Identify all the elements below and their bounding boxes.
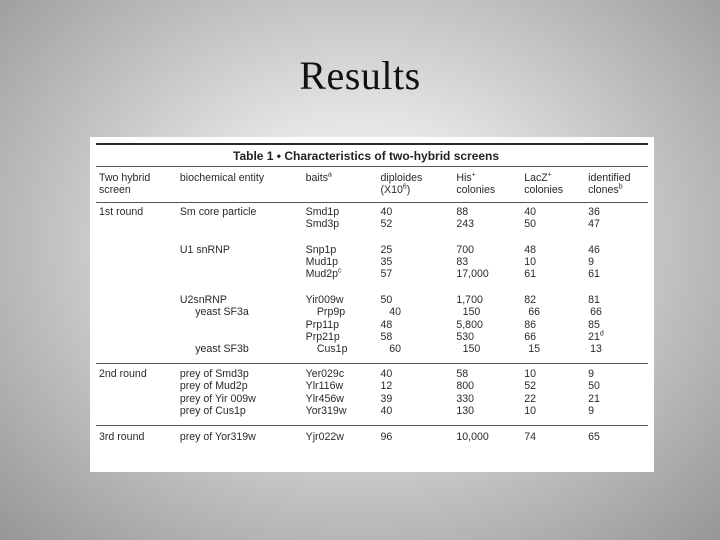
cell-his: 243: [456, 218, 475, 231]
cell-lacz: 52: [524, 380, 537, 393]
cell-his: 330: [456, 392, 475, 405]
cell-entity: prey of Cus1p: [179, 405, 246, 418]
cell-his: 700: [456, 243, 475, 256]
cell-diploides: 12: [380, 380, 393, 393]
cell-screen: 2nd round: [99, 367, 147, 380]
cell-lacz: 50: [524, 218, 537, 231]
cell-bait: Smd1p: [305, 205, 340, 218]
cell-clones: 61: [588, 268, 600, 281]
cell-his: 17,000: [456, 268, 489, 281]
cell-diploides: 40: [380, 205, 393, 218]
cell-entity: Sm core particle: [179, 205, 257, 218]
header-entity: biochemical entity: [179, 172, 265, 184]
table-row: [96, 244, 648, 256]
cell-bait: Smd3p: [305, 218, 340, 231]
cell-bait: Cus1p: [316, 343, 348, 356]
cell-his: 800: [456, 380, 475, 393]
cell-his: 83: [456, 256, 469, 269]
table-row: [96, 256, 648, 268]
table-caption: Table 1 • Characteristics of two-hybrid screens: [233, 149, 500, 163]
cell-diploides: 40: [389, 306, 402, 319]
cell-lacz: 74: [524, 430, 537, 443]
cell-his: 530: [456, 331, 475, 344]
cell-clones: 47: [588, 218, 600, 231]
table-row: [96, 268, 648, 280]
cell-bait: Ylr116w: [305, 380, 344, 393]
cell-clones: 36: [588, 205, 600, 218]
cell-bait: Prp21p: [305, 331, 340, 344]
cell-clones: 66: [590, 306, 602, 319]
header-clones: identified clones$^b$: [588, 172, 631, 197]
cell-clones: 9: [588, 367, 595, 380]
cell-clones: 21: [588, 392, 600, 405]
cell-diploides: 52: [380, 218, 393, 231]
header-diploides: diploides $(X10^6)$: [380, 172, 423, 197]
cell-lacz: 66: [524, 331, 537, 344]
cell-diploides: 40: [380, 367, 393, 380]
cell-entity: yeast SF3b: [195, 343, 249, 356]
cell-lacz: 48: [524, 243, 537, 256]
cell-lacz: 40: [524, 205, 537, 218]
cell-his: 1,700: [456, 293, 483, 306]
cell-entity: prey of Yor319w: [179, 430, 256, 443]
cell-his: 150: [462, 306, 481, 319]
header-lacz: LacZ+ colonies: [524, 171, 564, 197]
table-row: [96, 393, 648, 405]
cell-bait: Yjr022w: [305, 430, 344, 443]
cell-diploides: 60: [389, 343, 402, 356]
cell-bait: Yir009w: [305, 293, 344, 306]
cell-lacz: 10: [524, 405, 537, 418]
cell-entity: U2snRNP: [179, 293, 227, 306]
slide-title: Results: [299, 53, 421, 98]
cell-clones: 50: [588, 380, 600, 393]
cell-screen: 3rd round: [99, 430, 145, 443]
cell-lacz: 61: [524, 268, 537, 281]
header-screen: Two hybrid screen: [99, 172, 151, 197]
cell-clones: 21$^d$: [588, 330, 604, 344]
cell-entity: prey of Smd3p: [179, 367, 249, 380]
cell-entity: prey of Mud2p: [179, 380, 248, 393]
cell-his: 130: [456, 405, 475, 418]
cell-his: 10,000: [456, 430, 489, 443]
cell-bait: Snp1p: [305, 243, 337, 256]
table-row: [96, 306, 648, 318]
table-image: [90, 137, 654, 472]
cell-clones: 9: [588, 405, 595, 418]
cell-bait: $Mud2p^c$: [305, 267, 342, 281]
cell-his: 88: [456, 205, 469, 218]
table-row: [96, 343, 648, 355]
cell-clones: 85: [588, 318, 600, 331]
table-row: [96, 380, 648, 392]
header-his: His+ colonies: [456, 171, 496, 197]
cell-lacz: 10: [524, 256, 537, 269]
cell-his: 150: [462, 343, 481, 356]
cell-diploides: 50: [380, 293, 393, 306]
cell-diploides: 39: [380, 392, 393, 405]
cell-lacz: 15: [528, 343, 541, 356]
cell-bait: Prp11p: [305, 318, 339, 331]
cell-lacz: 86: [524, 318, 537, 331]
cell-screen: 1st round: [99, 205, 144, 218]
cell-his: 5,800: [456, 318, 483, 331]
table-row: [96, 218, 648, 230]
table-row: [96, 405, 648, 417]
cell-lacz: 10: [524, 367, 537, 380]
cell-diploides: 48: [380, 318, 393, 331]
cell-lacz: 82: [524, 293, 537, 306]
cell-clones: 65: [588, 430, 600, 443]
cell-clones: 81: [588, 293, 600, 306]
cell-diploides: 35: [380, 256, 393, 269]
cell-entity: prey of Yir 009w: [179, 392, 256, 405]
table-header-row: [96, 167, 648, 202]
cell-entity: U1 snRNP: [179, 243, 230, 256]
cell-entity: yeast SF3a: [195, 306, 249, 319]
cell-bait: Prp9p: [316, 306, 346, 319]
cell-bait: Yer029c: [305, 367, 345, 380]
cell-his: 58: [456, 367, 469, 380]
cell-lacz: 22: [524, 392, 537, 405]
cell-diploides: 57: [380, 268, 393, 281]
cell-clones: 46: [588, 243, 600, 256]
table-row: [96, 294, 648, 306]
header-baits: baits$^a$: [305, 171, 332, 184]
cell-bait: Mud1p: [305, 256, 339, 269]
table-row: [96, 368, 648, 380]
table-row: [96, 319, 648, 331]
cell-bait: Yor319w: [305, 405, 347, 418]
cell-bait: Ylr456w: [305, 392, 344, 405]
cell-diploides: 40: [380, 405, 393, 418]
cell-clones: 13: [590, 343, 602, 356]
table-row: [96, 206, 648, 218]
header-rule: [96, 202, 648, 203]
cell-diploides: 58: [380, 331, 393, 344]
table-row: [96, 331, 648, 343]
cell-clones: 9: [588, 256, 595, 269]
cell-diploides: 25: [380, 243, 393, 256]
table-row: [96, 431, 648, 443]
cell-diploides: 96: [380, 430, 393, 443]
cell-lacz: 66: [528, 306, 541, 319]
